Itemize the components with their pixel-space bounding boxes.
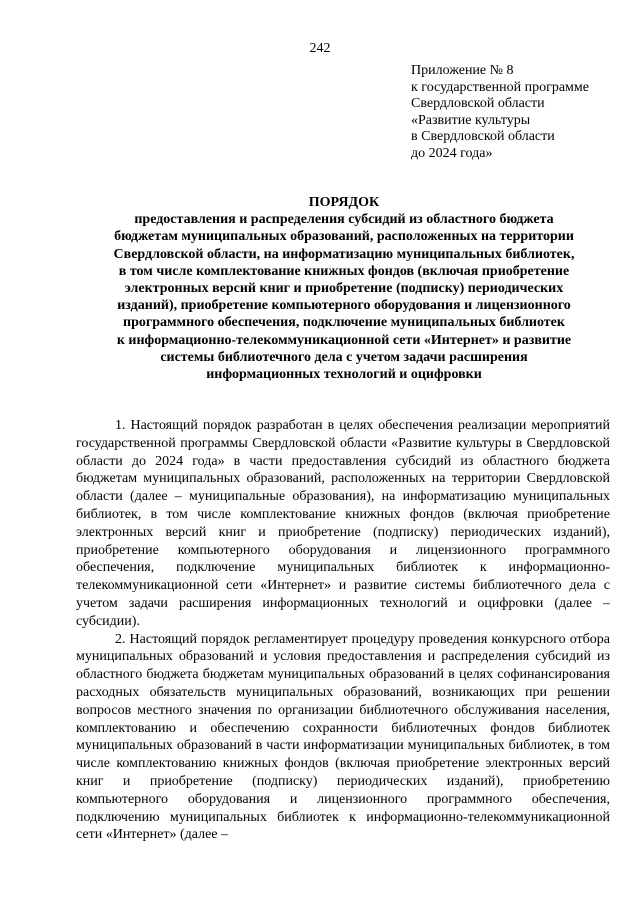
- appendix-line: «Развитие культуры: [411, 112, 531, 128]
- appendix-line: Приложение № 8: [411, 63, 514, 78]
- title-line: в том числе комплектование книжных фондов (включая приобретение: [118, 263, 570, 279]
- document-body: [76, 417, 610, 844]
- paragraph-2: 2. Настоящий порядок регламентирует процедуру проведения конкурсного отбора муниципальных образований и условия предоставления и распределения субсидий из областного бюджета бюджетам муниципальных образований в целях софинансирования расходных обязательств муниципальных образований, возникающих при решении вопросов местного значения по организации библиотечного обслуживания населения, комплектованию и обеспечению сохранности библиотечных фондов библиотек муниципальных образований в части информатизации муниципальных библиотек, в том числе комплектованию книжных фондов (включая приобретение электронных версий книг и приобретение (подписку) периодических изданий), приобретению компьютерного оборудования и лицензионного программного обеспечения, подключению муниципальных библиотек к информационно-телекоммуникационной сети «Интернет» (далее –: [76, 631, 610, 843]
- appendix-line: в Свердловской области: [411, 129, 555, 144]
- title-line: предоставления и распределения субсидий из областного бюджета: [134, 212, 554, 228]
- appendix-note: [411, 63, 631, 162]
- appendix-line: до 2024 года»: [411, 145, 493, 161]
- title-line: изданий), приобретение компьютерного оборудования и лицензионного: [117, 298, 571, 314]
- title-line: электронных версий книг и приобретение (подписку) периодических: [124, 281, 564, 297]
- page-number: 242: [309, 41, 331, 56]
- title-line: системы библиотечного дела с учетом задачи расширения: [160, 349, 528, 365]
- appendix-line: Свердловской области: [411, 96, 545, 111]
- paragraph-1: 1. Настоящий порядок разработан в целях обеспечения реализации мероприятий государственной программы Свердловской области «Развитие культуры в Свердловской области до 2024 года» в части предоставления субсидий из областного бюджета бюджетам муниципальных образований, расположенных на территории Свердловской области (далее – муниципальные образования), на информатизацию муниципальных библиотек, в том числе комплектование книжных фондов (включая приобретение электронных версий книг и приобретение (подписку) периодических изданий), приобретение компьютерного оборудования и лицензионного программного обеспечения, подключение муниципальных библиотек к информационно-телекоммуникационной сети «Интернет» и развитие системы библиотечного дела с учетом задачи расширения информационных технологий и оцифровки (далее – субсидии).: [76, 418, 610, 629]
- appendix-line: к государственной программе: [411, 79, 589, 95]
- title-heading: ПОРЯДОК: [308, 195, 380, 210]
- title-line: Свердловской области, на информатизацию муниципальных библиотек,: [113, 246, 575, 262]
- title-line: к информационно-телекоммуникационной сети «Интернет» и развитие: [116, 332, 572, 348]
- document-title: [72, 194, 616, 383]
- title-line: информационных технологий и оцифровки: [206, 367, 482, 383]
- title-line: программного обеспечения, подключение муниципальных библиотек: [123, 315, 565, 331]
- title-line: бюджетам муниципальных образований, расположенных на территории: [114, 229, 574, 245]
